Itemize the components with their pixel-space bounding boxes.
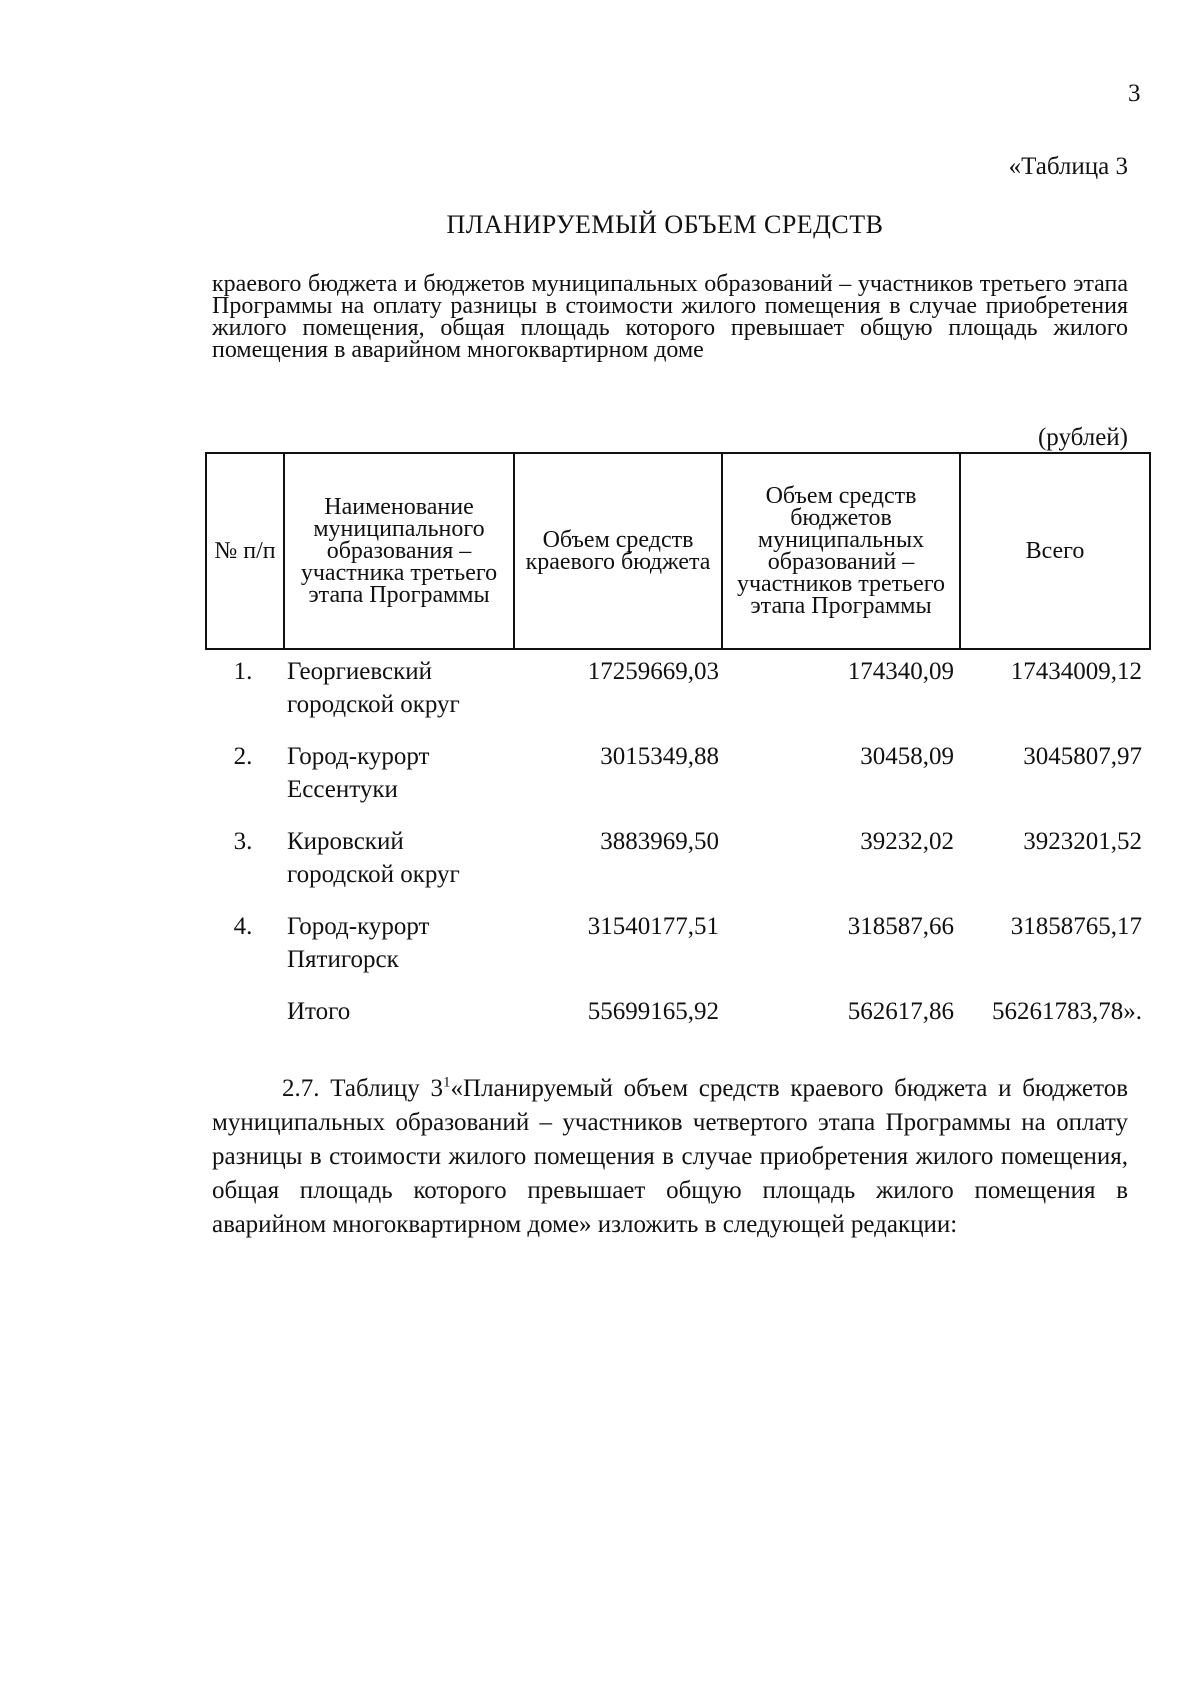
row-krai-value: 17259669,03: [587, 658, 719, 685]
row-mun-value: 174340,09: [847, 658, 954, 685]
document-title: ПЛАНИРУЕМЫЙ ОБЪЕМ СРЕДСТВ: [446, 210, 884, 239]
row-mun-value: 39232,02: [860, 828, 954, 855]
header-krai: Объем средств краевого бюджета: [514, 453, 722, 649]
table-total-row: [205, 995, 1142, 1080]
header-mun: Объем средств бюджетов муниципальных образований – участников третьего этапа Программы: [722, 453, 960, 649]
row-name-line1: Кировский: [287, 828, 404, 855]
row-krai-value: 3015349,88: [600, 743, 719, 770]
row-number: 2.: [233, 743, 253, 770]
table-reference: «Таблица 3: [1008, 153, 1128, 180]
row-mun-value: 30458,09: [860, 743, 954, 770]
paragraph-rest: «Планируемый объем средств краевого бюджета и бюджетов муниципальных образований – участников четвертого этапа Программы на оплату разницы в стоимости жилого помещения в случае приобретения жилого помещения, общая площадь которого превышает общую площадь жилого помещения в аварийном многоквартирном доме» изложить в следующей редакции:: [212, 1075, 1129, 1238]
table-body: [205, 655, 1142, 1080]
paragraph-start: 2.7. Таблицу 3: [282, 1075, 444, 1102]
page-number: 3: [1128, 80, 1141, 107]
header-num: № п/п: [206, 453, 284, 649]
row-total-value: 17434009,12: [1010, 658, 1142, 685]
table-row: [205, 825, 1142, 910]
row-total-value: 3923201,52: [1023, 828, 1142, 855]
header-name: Наименование муниципального образования – участника третьего этапа Программы: [284, 453, 514, 649]
row-name-line2: городской округ: [287, 691, 460, 718]
row-name: [287, 655, 507, 721]
row-name-line1: Георгиевский: [287, 658, 433, 685]
total-label: Итого: [287, 998, 351, 1025]
row-krai-value: 31540177,51: [587, 913, 719, 940]
table-row: [205, 655, 1142, 740]
row-total-value: 31858765,17: [1010, 913, 1142, 940]
row-name-line1: Город-курорт: [287, 743, 430, 770]
table-row: [205, 910, 1142, 995]
row-krai-value: 3883969,50: [600, 828, 719, 855]
row-mun-value: 318587,66: [847, 913, 954, 940]
total-mun-value: 562617,86: [847, 998, 954, 1025]
paragraph-superscript: 1: [443, 1074, 451, 1091]
amendment-paragraph: [212, 1072, 1128, 1242]
row-name: [287, 740, 507, 806]
total-krai-value: 55699165,92: [587, 998, 719, 1025]
row-number: 1.: [233, 658, 253, 685]
row-name: [287, 825, 507, 891]
row-name-line2: Ессентуки: [287, 776, 398, 803]
row-number: 4.: [233, 913, 253, 940]
row-number: 3.: [233, 828, 253, 855]
table-header: [205, 452, 1151, 650]
row-name-line2: Пятигорск: [287, 946, 399, 973]
row-name-line1: Город-курорт: [287, 913, 430, 940]
row-total-value: 3045807,97: [1023, 743, 1142, 770]
table-subtitle: краевого бюджета и бюджетов муниципальных образований – участников третьего этапа Программы на оплату разницы в стоимости жилого помещения в случае приобретения жилого помещения, общая площадь которого превышает общую площадь жилого помещения в аварийном многоквартирном доме: [212, 271, 1128, 363]
row-name: [287, 910, 507, 976]
header-total: Всего: [960, 453, 1150, 649]
row-name-line2: городской округ: [287, 861, 460, 888]
table-row: [205, 740, 1142, 825]
total-total-value: 56261783,78».: [992, 998, 1142, 1025]
units-label: (рублей): [1037, 424, 1128, 451]
